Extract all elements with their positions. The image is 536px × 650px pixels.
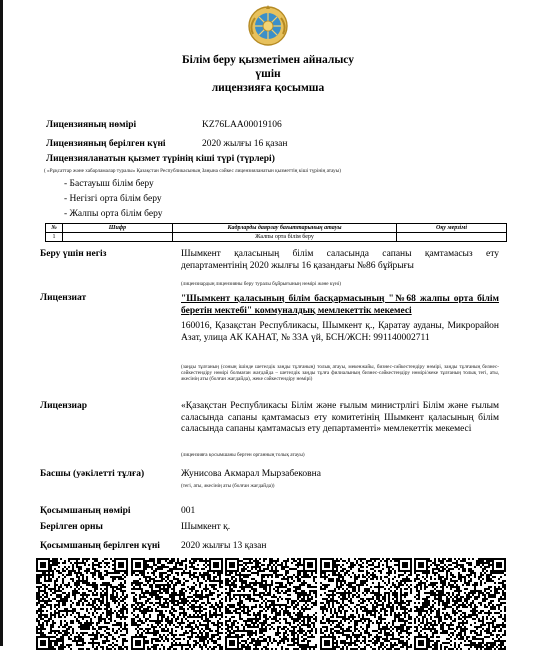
license-date-value: 2020 жылғы 16 қазан xyxy=(202,139,288,149)
table-cell: Жалпы орта білім беру xyxy=(173,233,397,242)
annex-number-value: 001 xyxy=(181,506,196,516)
basis-label: Беру үшін негіз xyxy=(40,249,107,259)
head-value: Жунисова Акмарал Мырзабековна xyxy=(181,469,321,479)
qr-code-icon xyxy=(320,558,412,650)
licensor-value: «Қазақстан Республикасы Білім және ғылым министрлігі Білім және ғылым саласында сапаны қамтамасыз ету комитетінің Шымкент қаласының білім саласында сапаны қамтамасыз ету департаменті» мемлекеттік мекемесі xyxy=(181,401,499,434)
head-label: Басшы (уәкілетті тұлға) xyxy=(40,469,145,479)
specialties-table xyxy=(45,223,507,242)
annex-number-label: Қосымшаның нөмірі xyxy=(40,506,131,516)
page-edge-bar xyxy=(0,0,3,646)
title-line-3: лицензияға қосымша xyxy=(211,82,325,94)
qr-code-icon xyxy=(131,558,223,650)
licensee-address: 160016, Қазақстан Республикасы, Шымкент қ., Қаратау ауданы, Микрорайон Азат, улица АК КАНАТ, № 33А үй, БСН/ЖСН: 991140002711 xyxy=(181,321,499,343)
license-number-value: KZ76LAA00019106 xyxy=(202,120,282,130)
head-note: (тегі, аты, әкесінің аты (болған жағдайда)) xyxy=(181,483,275,489)
issue-place-value: Шымкент қ. xyxy=(181,522,231,532)
table-row xyxy=(46,233,507,242)
annex-date-value: 2020 жылғы 13 қазан xyxy=(181,541,267,551)
table-cell xyxy=(397,233,507,242)
table-header-code: Шифр xyxy=(63,224,173,233)
issue-place-label: Берілген орны xyxy=(40,522,103,532)
table-header-number: № xyxy=(46,224,63,233)
qr-code-icon xyxy=(36,558,128,650)
subtype-item: - Жалпы орта білім беру xyxy=(64,209,163,219)
license-date-label: Лицензияның берілген күні xyxy=(46,139,166,149)
subtypes-note: ( «Рұқсаттар және хабарламалар туралы» Қазақстан Республикасының Заңына сәйкес лицензияланатын қызметтің кіші түрінің атауы) xyxy=(44,168,341,174)
kazakhstan-emblem-icon xyxy=(247,4,289,48)
title-line-2: үшін xyxy=(255,68,281,80)
table-cell xyxy=(63,233,173,242)
qr-code-icon xyxy=(414,558,506,650)
title-line-1: Білім беру қызметімен айналысу xyxy=(182,54,354,66)
basis-note: (лицензиардың лицензияны беру туралы бұйрығының нөмірі және күні) xyxy=(181,281,341,287)
basis-value: Шымкент қаласының білім саласында сапаны қамтамасыз ету департаментінің 2020 жылғы 16 қазандағы №86 бұйрығы xyxy=(181,249,499,271)
licensor-label: Лицензиар xyxy=(40,401,88,411)
license-number-label: Лицензияның нөмірі xyxy=(46,120,137,130)
licensee-name: "Шымкент қаласының білім басқармасының "№68 жалпы орта білім беретін мектебі" коммуналдық мемлекеттік мекемесі xyxy=(181,294,499,316)
subtype-item: - Негізгі орта білім беру xyxy=(64,194,162,204)
licensee-note: (заңды тұлғаның (соның ішінде шетелдік заңды тұлғаның) толық атауы, мекенжайы, бизнес-сәйкестендіру нөмірі, заңды тұлғаның бизнес-сәйкестендіру нөмірі болмаған жағдайда – шетелдік заңды тұлға филиалының бизнес-сәйкестендіру нөмірі/жеке тұлғаның толық тегі, аты, әкесінің аты (болған жағдайда), жеке сәйкестендіру нөмірі) xyxy=(181,364,499,383)
subtypes-heading: Лицензияланатын қызмет түрінің кіші түрі (түрлері) xyxy=(46,154,275,164)
table-header-direction: Кадрларды даярлау бағыттарының атауы xyxy=(173,224,397,233)
licensee-label: Лицензиат xyxy=(40,293,87,303)
table-header-row xyxy=(46,224,507,233)
subtype-item: - Бастауыш білім беру xyxy=(64,179,154,189)
table-cell: 1 xyxy=(46,233,63,242)
annex-date-label: Қосымшаның берілген күні xyxy=(40,541,160,551)
qr-code-icon xyxy=(225,558,317,650)
licensor-note: (лицензияға қосымшаны берген органның толық атауы) xyxy=(181,452,305,458)
table-header-term: Оқу мерзімі xyxy=(397,224,507,233)
